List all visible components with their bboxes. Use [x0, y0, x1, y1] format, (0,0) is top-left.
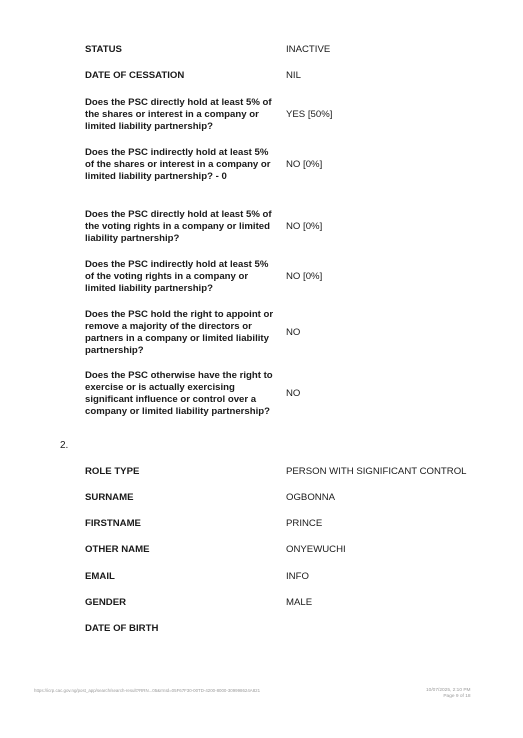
firstname-row [85, 518, 505, 530]
field-label: Does the PSC indirectly hold at least 5% of the voting rights in a company or limited liability partnership? [85, 259, 269, 294]
field-label: GENDER [85, 597, 127, 608]
field-value: NO [0%] [286, 159, 323, 170]
field-value: PRINCE [286, 518, 323, 529]
field-value: ONYEWUCHI [286, 544, 346, 555]
gender-row [85, 597, 505, 609]
field-value: PERSON WITH SIGNIFICANT CONTROL [286, 466, 467, 477]
field-label: ROLE TYPE [85, 466, 140, 477]
field-label: STATUS [85, 44, 122, 55]
footer-page: Page 9 of 18 [443, 694, 471, 699]
field-label: Does the PSC directly hold at least 5% of the shares or interest in a company or limited liability partnership? [85, 97, 272, 132]
field-value: OGBONNA [286, 492, 336, 503]
field-value: MALE [286, 597, 313, 608]
field-label: Does the PSC directly hold at least 5% of the voting rights in a company or limited liability partnership? [85, 209, 272, 244]
field-label: SURNAME [85, 492, 134, 503]
field-label: OTHER NAME [85, 544, 150, 555]
field-value: NO [286, 327, 301, 338]
field-value: NIL [286, 70, 301, 81]
field-label: Does the PSC hold the right to appoint or remove a majority of the directors or partners in a company or limited liability partnership? [85, 309, 274, 356]
field-label: FIRSTNAME [85, 518, 141, 529]
section-number: 2. [60, 440, 69, 451]
footer-date: 10/07/2025, 2:10 PM [426, 688, 471, 693]
footer-meta [426, 688, 471, 700]
field-label: Does the PSC indirectly hold at least 5% of the shares or interest in a company or limited liability partnership? - 0 [85, 147, 271, 182]
appoint-directors-row [85, 309, 505, 357]
role-type-row [85, 466, 505, 478]
direct-shares-row [85, 97, 505, 133]
field-value: NO [0%] [286, 221, 323, 232]
field-value: NO [0%] [286, 271, 323, 282]
significant-influence-row [85, 370, 505, 418]
footer-url: https://icrp.cac.gov.ng/post_app/search/search-result?RRN...05&rrnId=05F67F30-00TD-4200-8000-309998624A821 [34, 688, 261, 693]
field-value: INFO [286, 571, 309, 582]
field-value: INACTIVE [286, 44, 331, 55]
dob-row [85, 623, 505, 635]
field-value: YES [50%] [286, 109, 333, 120]
status-row [85, 44, 505, 56]
field-value: NO [286, 388, 301, 399]
indirect-shares-row [85, 147, 505, 183]
cessation-row [85, 70, 505, 82]
field-label: EMAIL [85, 571, 115, 582]
field-label: DATE OF BIRTH [85, 623, 159, 634]
other-name-row [85, 544, 505, 556]
field-label: Does the PSC otherwise have the right to exercise or is actually exercising significant influence or control over a company or limited liability partnership? [85, 370, 273, 417]
surname-row [85, 492, 505, 504]
email-row [85, 571, 505, 583]
indirect-voting-row [85, 259, 505, 295]
field-label: DATE OF CESSATION [85, 70, 185, 81]
direct-voting-row [85, 209, 505, 245]
